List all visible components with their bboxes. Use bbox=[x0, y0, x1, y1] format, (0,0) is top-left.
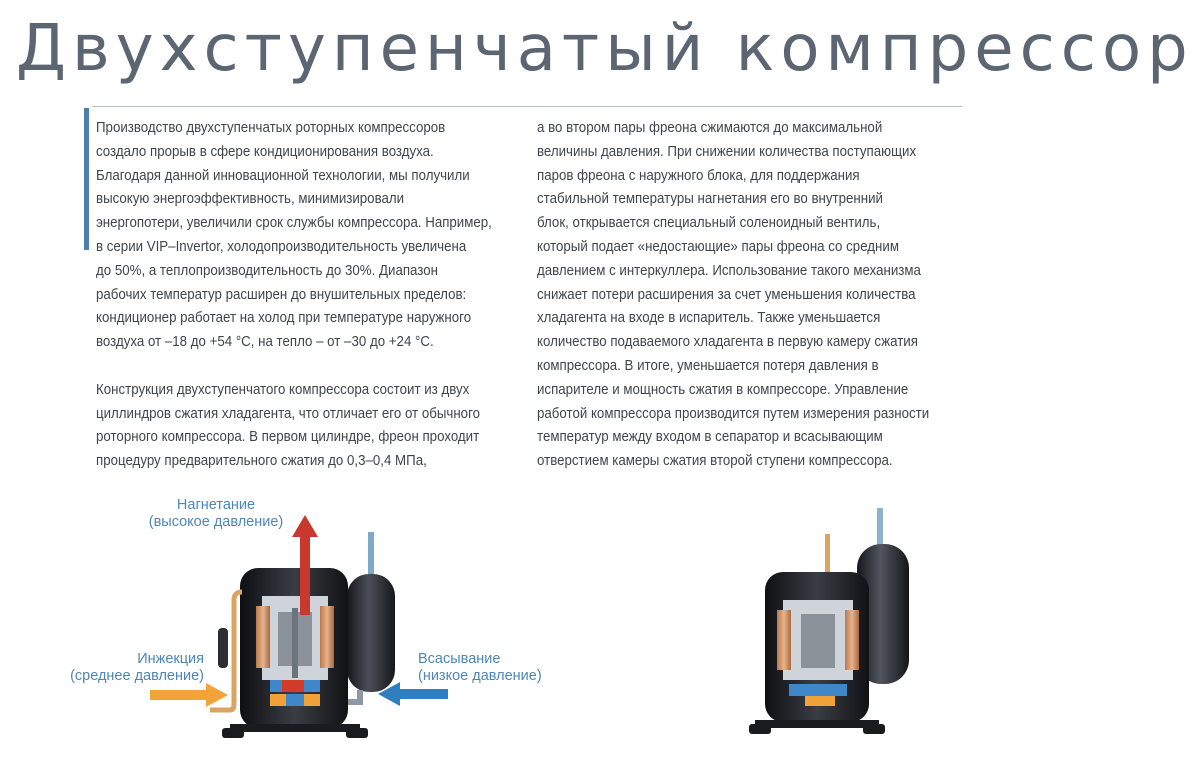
injection-label-note: (среднее давление) bbox=[70, 668, 204, 684]
text-line: циллиндров сжатия хладагента, что отличает его от обычного bbox=[96, 405, 481, 422]
mount-foot-right bbox=[346, 728, 368, 738]
shaft bbox=[292, 608, 298, 678]
suction-label-title: Всасывание bbox=[418, 651, 501, 667]
text-line: стабильной температуры нагнетания его во внутренний bbox=[537, 191, 883, 208]
discharge-arrow-shape bbox=[292, 515, 318, 615]
text-line: количество подаваемого хладагента в первую камеру сжатия bbox=[537, 334, 918, 351]
text-line: испарителе и мощность сжатия в компрессоре. Управление bbox=[537, 381, 909, 398]
injection-arrow-shape bbox=[150, 683, 228, 707]
text-line: давлением с интеркуллера. Использование такого механизма bbox=[537, 262, 921, 279]
text-line: а во втором пары фреона сжимаются до максимальной bbox=[537, 120, 883, 136]
stator-winding-right bbox=[320, 606, 334, 668]
text-line: в серии VIP–Invertor, холодопроизводительность увеличена bbox=[96, 238, 467, 255]
text-line: воздуха от –18 до +54 °С, на тепло – от –30 до +24 °С. bbox=[96, 334, 434, 351]
stator-winding-right bbox=[845, 610, 859, 670]
text-line: процедуру предварительного сжатия до 0,3–0,4 МПа, bbox=[96, 453, 427, 470]
stator-winding-left bbox=[777, 610, 791, 670]
text-line: блок, открывается специальный соленоидный вентиль, bbox=[537, 215, 881, 232]
stator-winding-left bbox=[256, 606, 270, 668]
injection-label bbox=[40, 651, 204, 685]
mount-foot-left bbox=[749, 724, 771, 734]
mount-base bbox=[230, 724, 360, 732]
discharge-label-title: Нагнетание bbox=[176, 497, 256, 513]
accumulator bbox=[347, 574, 395, 692]
right-text-column bbox=[537, 117, 929, 474]
mount-base bbox=[755, 720, 879, 728]
suction-arrow-shape bbox=[378, 682, 448, 706]
text-line: компрессора. В итоге, уменьшается потеря давления в bbox=[537, 357, 879, 374]
text-line: кондиционер работает на холод при температуре наружного bbox=[96, 310, 472, 327]
text-line: высокую энергоэффективность, минимизировали bbox=[96, 191, 405, 208]
text-line: снижает потери расширения за счет уменьшения количества bbox=[537, 286, 916, 303]
paragraph-construction bbox=[96, 379, 492, 474]
text-line: отверстием камеры сжатия второй ступени компрессора. bbox=[537, 453, 893, 470]
intercooler bbox=[218, 628, 228, 668]
mount-foot-left bbox=[222, 728, 244, 738]
page-title: Двухступенчатый компрессор bbox=[16, 12, 1194, 86]
text-line: Конструкция двухступенчатого компрессора состоит из двух bbox=[96, 381, 470, 398]
text-line: величины давления. При снижении количества поступающих bbox=[537, 143, 917, 160]
discharge-arrow bbox=[290, 515, 320, 615]
suction-arrow bbox=[378, 681, 448, 707]
text-line: паров фреона с наружного блока, для поддержания bbox=[537, 167, 860, 184]
injection-arrow bbox=[150, 682, 228, 708]
accent-bar bbox=[84, 108, 89, 250]
injection-label-title: Инжекция bbox=[137, 651, 204, 667]
left-text-column bbox=[96, 117, 492, 474]
text-line: хладагента на входе в испаритель. Также уменьшается bbox=[537, 310, 881, 327]
suction-label-note: (низкое давление) bbox=[418, 668, 542, 684]
text-line: температур между входом в сепаратор и всасывающим bbox=[537, 429, 883, 446]
text-line: энергопотери, увеличили срок службы компрессора. Например, bbox=[96, 215, 492, 232]
mount-foot-right bbox=[863, 724, 885, 734]
text-line: роторного компрессора. В первом цилиндре, фреон проходит bbox=[96, 429, 480, 446]
text-line: Благодаря данной инновационной технологии, мы получили bbox=[96, 167, 470, 184]
text-line: Производство двухступенчатых роторных компрессоров bbox=[96, 120, 446, 136]
suction-label bbox=[418, 651, 542, 685]
cylinder-core bbox=[286, 694, 304, 706]
title-divider bbox=[92, 106, 962, 107]
text-line: работой компрессора производится путем измерения разности bbox=[537, 405, 930, 422]
paragraph-gap bbox=[96, 355, 492, 379]
text-line: до 50%, а теплопроизводительность до 30%. Диапазон bbox=[96, 262, 438, 279]
compressor-photo bbox=[745, 500, 920, 750]
text-line: который подает «недостающие» пары фреона со средним bbox=[537, 238, 899, 255]
rotor bbox=[801, 614, 835, 668]
text-line: рабочих температур расширен до внушительных пределов: bbox=[96, 286, 467, 303]
cylinder-highlight bbox=[282, 680, 304, 692]
paragraph-intro bbox=[96, 117, 492, 355]
cylinder-stage-two bbox=[805, 696, 835, 706]
cylinder-stage-one bbox=[789, 684, 847, 696]
discharge-label-note: (высокое давление) bbox=[148, 514, 284, 530]
text-line: создало прорыв в сфере кондиционирования воздуха. bbox=[96, 143, 434, 160]
